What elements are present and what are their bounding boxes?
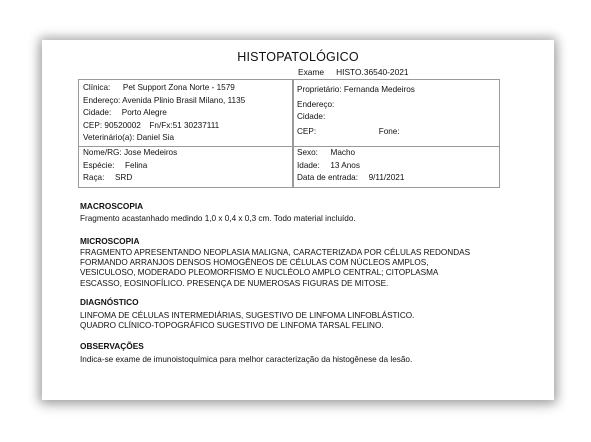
- report-page: [42, 40, 554, 400]
- patient-species-label: Espécie:: [83, 160, 115, 170]
- patient-name: Jose Medeiros: [123, 148, 178, 157]
- clinic-address-row: [83, 95, 293, 108]
- owner-address-label: Endereço:: [297, 99, 335, 109]
- macroscopy-title: MACROSCOPIA: [80, 201, 144, 211]
- clinic-box: [78, 79, 294, 147]
- owner-row: [297, 84, 499, 97]
- patient-age: 13 Anos: [330, 160, 360, 170]
- clinic-vet-label: Veterinário(a):: [83, 133, 135, 143]
- microscopy-text: [80, 248, 520, 289]
- owner-cep-row: [297, 126, 499, 139]
- clinic-address-label: Endereço:: [83, 95, 121, 105]
- clinic-cep-row: [83, 120, 293, 133]
- patient-name-label: Nome/RG:: [83, 148, 122, 157]
- patient-breed-row: [83, 172, 293, 185]
- patient-entry-row: [297, 172, 499, 185]
- patient-entry-label: Data de entrada:: [297, 173, 358, 183]
- patient-box: [78, 146, 294, 188]
- clinic-row: [83, 82, 293, 95]
- observations-line: Indica-se exame de imunoistoquímica para melhor caracterização da histogênese da lesão.: [80, 355, 413, 364]
- observations-text: [80, 355, 520, 365]
- clinic-cep-label: CEP:: [83, 120, 103, 130]
- clinic-label: Clínica:: [83, 83, 111, 92]
- owner-city-label: Cidade:: [297, 112, 326, 122]
- patient-entry-date: 9/11/2021: [368, 173, 405, 183]
- microscopy-line: FORMANDO ARRANJOS DENSOS HOMOGÊNEOS DE CÉLULAS COM NÚCLEOS AMPLOS,: [80, 258, 429, 268]
- clinic-phone-label: Fn/Fx:: [149, 120, 173, 130]
- observations-title: OBSERVAÇÕES: [80, 341, 144, 351]
- patient-info-box: [292, 146, 500, 188]
- patient-species: Felina: [124, 160, 148, 170]
- diagnosis-text: [80, 311, 520, 331]
- patient-sex-row: [297, 147, 499, 160]
- exam-value: HISTO.36540-2021: [336, 67, 409, 77]
- clinic-cep: 90520002: [104, 120, 141, 130]
- owner-phone-label: Fone:: [378, 126, 400, 136]
- diagnosis-line: LINFOMA DE CÉLULAS INTERMEDIÁRIAS, SUGESTIVO DE LINFOMA LINFOBLÁSTICO.: [80, 311, 415, 320]
- owner-label: Proprietário:: [297, 85, 342, 94]
- patient-species-row: [83, 160, 293, 173]
- exam-number: [298, 67, 409, 77]
- macroscopy-text: [80, 214, 520, 224]
- patient-age-row: [297, 160, 499, 173]
- microscopy-title: MICROSCOPIA: [80, 236, 140, 246]
- clinic-name: Pet Support Zona Norte - 1579: [122, 83, 235, 92]
- patient-sex: Macho: [330, 148, 356, 157]
- microscopy-line: FRAGMENTO APRESENTANDO NEOPLASIA MALIGNA, CARACTERIZADA POR CÉLULAS REDONDAS: [80, 248, 471, 257]
- clinic-vet-row: [83, 132, 293, 145]
- owner-name: Fernanda Medeiros: [343, 85, 415, 94]
- clinic-address: Avenida Plinio Brasil Milano, 1135: [122, 95, 246, 105]
- macroscopy-line: Fragmento acastanhado medindo 1,0 x 0,4 x 0,3 cm. Todo material incluído.: [80, 214, 356, 223]
- clinic-city-row: [83, 107, 293, 120]
- patient-name-row: [83, 147, 293, 160]
- microscopy-line: ESCASSO, EOSINOFÍLICO. PRESENÇA DE NUMEROSAS FIGURAS DE MITOSE.: [80, 278, 389, 288]
- clinic-phone: 51 30237111: [172, 120, 220, 130]
- patient-breed: SRD: [114, 173, 133, 183]
- owner-box: [292, 79, 500, 147]
- patient-breed-label: Raça:: [83, 173, 105, 183]
- owner-cep-label: CEP:: [297, 126, 317, 136]
- diagnosis-title: DIAGNÓSTICO: [80, 297, 139, 307]
- report-title: HISTOPATOLÓGICO: [237, 50, 359, 64]
- owner-city-row: [297, 111, 499, 124]
- patient-sex-label: Sexo:: [297, 148, 318, 157]
- microscopy-line: VESICULOSO, MODERADO PLEOMORFISMO E NUCLÉOLO AMPLO CENTRAL; CITOPLASMA: [80, 268, 439, 278]
- diagnosis-line: QUADRO CLÍNICO-TOPOGRÁFICO SUGESTIVO DE LINFOMA TARSAL FELINO.: [80, 321, 384, 331]
- clinic-vet: Daniel Sia: [136, 133, 175, 143]
- exam-label: Exame: [298, 67, 325, 77]
- patient-age-label: Idade:: [297, 160, 320, 170]
- clinic-city: Porto Alegre: [121, 108, 167, 118]
- owner-address-row: [297, 99, 499, 112]
- clinic-city-label: Cidade:: [83, 108, 112, 118]
